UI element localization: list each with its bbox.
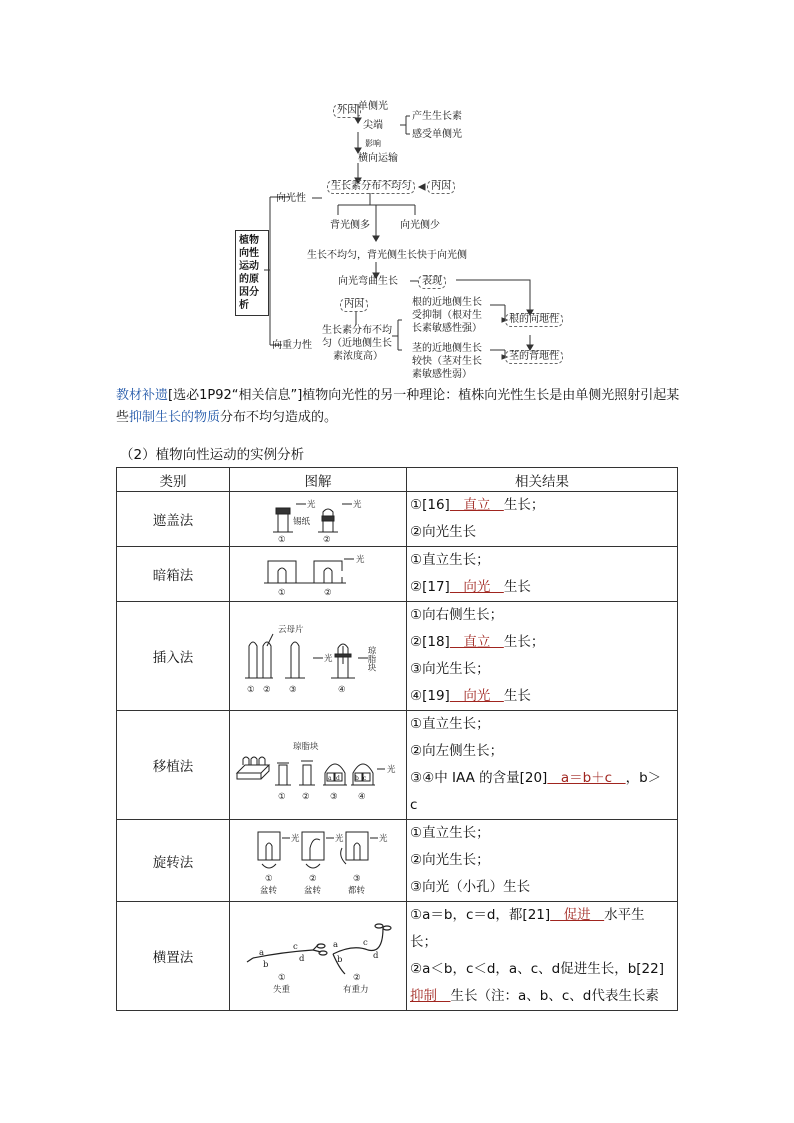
tropism-examples-table xyxy=(116,467,678,1011)
svg-text:d: d xyxy=(299,954,305,964)
svg-text:②: ② xyxy=(263,685,271,695)
svg-text:②: ② xyxy=(309,873,317,884)
svg-text:①: ① xyxy=(265,873,273,884)
uneven-growth-label: 生长不均匀，背光侧生长快于向光侧 xyxy=(307,250,467,261)
light-label: 光 xyxy=(356,555,365,565)
uneven-distribution-box: 生长素分布不均匀 xyxy=(327,180,415,194)
svg-text:光: 光 xyxy=(335,833,344,844)
svg-text:①: ① xyxy=(278,973,286,983)
root-near-line1: 根的近地侧生长 xyxy=(412,297,482,308)
stem-negative-box: 茎的背地性 xyxy=(505,350,563,364)
agar-label: 琼脂块 xyxy=(293,742,319,752)
table-row xyxy=(117,711,678,820)
svg-text:b: b xyxy=(263,960,269,970)
root-near-line2: 受抑制（根对生 xyxy=(412,310,482,321)
agar-label: 琼脂块 xyxy=(366,646,376,672)
gravity-uneven-line3: 素浓度高） xyxy=(333,351,383,362)
svg-text:盆转: 盆转 xyxy=(260,885,278,896)
svg-text:b: b xyxy=(337,955,343,965)
svg-text:③: ③ xyxy=(289,685,297,695)
table-row xyxy=(117,602,678,711)
transplant-method-diagram xyxy=(233,725,403,805)
result-line: ②向光生长 xyxy=(410,524,477,540)
sense-light-label: 感受单侧光 xyxy=(412,129,462,140)
answer-blank: 抑制 xyxy=(410,988,451,1004)
row-diagram xyxy=(230,602,407,711)
table-row xyxy=(117,820,678,902)
table-header-row xyxy=(117,468,678,492)
stem-near-line3: 素敏感性弱） xyxy=(412,369,472,380)
row-category: 移植法 xyxy=(117,711,230,820)
insertion-method-diagram xyxy=(233,616,403,696)
svg-text:盆转: 盆转 xyxy=(304,885,322,896)
influence-label: 影响 xyxy=(365,139,381,148)
bend-to-light-label: 向光弯曲生长 xyxy=(338,276,398,287)
result-line: ①[16] 直立 生长； xyxy=(410,497,545,513)
svg-text:③: ③ xyxy=(353,873,361,884)
mica-label: 云母片 xyxy=(278,625,304,635)
header-diagram: 图解 xyxy=(230,468,407,492)
horizontal-method-diagram xyxy=(233,914,403,998)
row-result: ①直立生长； ②向光生长； ③向光（小孔）生长 xyxy=(407,820,678,902)
gravity-uneven-line2: 匀（近地侧生长 xyxy=(322,338,392,349)
svg-text:a: a xyxy=(328,775,332,782)
svg-text:①: ① xyxy=(278,792,286,802)
row-category: 旋转法 xyxy=(117,820,230,902)
flowchart-connectors xyxy=(0,0,794,390)
svg-text:b: b xyxy=(355,775,359,782)
svg-text:a: a xyxy=(333,940,339,950)
answer-blank: 向光 xyxy=(449,688,504,704)
row-result: ①直立生长； ②向左侧生长； ③④中 IAA 的含量[20] a＝b＋c ，b＞ c xyxy=(407,711,678,820)
table-row xyxy=(117,492,678,547)
svg-text:④: ④ xyxy=(338,685,346,695)
row-diagram xyxy=(230,711,407,820)
note-highlight: 抑制生长的物质 xyxy=(129,410,221,425)
svg-text:c: c xyxy=(293,942,298,952)
light-label-1: 光 xyxy=(307,500,316,510)
stem-near-line2: 较快（茎对生长 xyxy=(412,356,482,367)
row-category: 插入法 xyxy=(117,602,230,711)
row-category: 横置法 xyxy=(117,902,230,1011)
row-diagram xyxy=(230,820,407,902)
row-result: ①向右侧生长； ②[18] 直立 生长； ③向光生长； ④[19] 向光 生长 xyxy=(407,602,678,711)
svg-text:c: c xyxy=(363,938,368,948)
svg-text:都转: 都转 xyxy=(348,885,366,896)
svg-text:失重: 失重 xyxy=(273,985,291,995)
phototropism-label: 向光性 xyxy=(276,193,306,204)
front-less-label: 向光侧少 xyxy=(400,220,440,231)
light-label: 光 xyxy=(387,765,396,775)
internal-cause-tag: 内因 xyxy=(427,180,455,194)
num-1: ① xyxy=(278,535,286,544)
back-more-label: 背光侧多 xyxy=(330,220,370,231)
row-result: ①直立生长； ②[17] 向光 生长 xyxy=(407,547,678,602)
answer-blank: 促进 xyxy=(550,907,605,923)
unilateral-light-label: 单侧光 xyxy=(358,101,388,112)
external-cause-tag: 外因 xyxy=(333,104,361,118)
foil-label: 锡纸 xyxy=(293,517,311,527)
manifestation-tag: 表现 xyxy=(418,275,446,289)
dark-box-diagram xyxy=(238,549,398,599)
produce-auxin-label: 产生生长素 xyxy=(412,111,462,122)
svg-text:光: 光 xyxy=(379,833,388,844)
root-geotropism-box: 根的向地性 xyxy=(505,313,563,327)
svg-text:②: ② xyxy=(353,973,361,983)
num-2: ② xyxy=(324,588,332,598)
row-diagram xyxy=(230,547,407,602)
internal-cause-tag-2: 内因 xyxy=(340,298,368,312)
num-2: ② xyxy=(323,535,331,544)
svg-text:光: 光 xyxy=(291,833,300,844)
table-row xyxy=(117,902,678,1011)
lateral-transport-label: 横向运输 xyxy=(358,153,398,164)
svg-text:④: ④ xyxy=(358,792,366,802)
root-near-line3: 长素敏感性强） xyxy=(412,323,482,334)
header-category: 类别 xyxy=(117,468,230,492)
answer-blank: 向光 xyxy=(449,579,504,595)
side-title-box: 植物向性运动的原因分析 xyxy=(235,230,269,316)
row-category: 暗箱法 xyxy=(117,547,230,602)
svg-text:c: c xyxy=(363,775,367,782)
row-result: ①a＝b，c＝d，都[21] 促进 水平生 长； ②a＜b，c＜d，a、c、d促进生长，b[22] 抑制 生长（注：a、b、c、d代表生长素 xyxy=(407,902,678,1011)
row-category: 遮盖法 xyxy=(117,492,230,547)
stem-near-line1: 茎的近地侧生长 xyxy=(412,343,482,354)
note-text-after: 分布不均匀造成的。 xyxy=(220,410,338,425)
light-label-2: 光 xyxy=(353,500,362,510)
answer-blank: 直立 xyxy=(449,497,504,513)
svg-text:d: d xyxy=(336,775,340,782)
svg-text:③: ③ xyxy=(330,792,338,802)
table-row xyxy=(117,547,678,602)
svg-text:①: ① xyxy=(247,685,255,695)
rotation-method-diagram xyxy=(238,824,398,898)
num-1: ① xyxy=(278,588,286,598)
svg-text:②: ② xyxy=(302,792,310,802)
svg-text:d: d xyxy=(373,951,379,961)
header-result: 相关结果 xyxy=(407,468,678,492)
answer-blank: 直立 xyxy=(449,634,504,650)
row-diagram xyxy=(230,902,407,1011)
gravitropism-label: 向重力性 xyxy=(272,340,312,351)
row-diagram xyxy=(230,492,407,547)
section-title: （2）植物向性运动的实例分析 xyxy=(120,447,305,463)
note-tag: 教材补遗 xyxy=(116,388,169,403)
svg-text:有重力: 有重力 xyxy=(343,985,369,995)
textbook-supplement-note xyxy=(116,385,686,429)
gravity-uneven-line1: 生长素分布不均 xyxy=(322,325,392,336)
covering-method-diagram xyxy=(238,494,398,544)
answer-blank: a＝b＋c xyxy=(547,770,626,786)
light-label: 光 xyxy=(324,654,333,664)
svg-text:a: a xyxy=(259,948,265,958)
note-text-before: [选必1P92“相关信息”]植物向光性的另一种理论：植株向光性生长是由单侧光照射引起某些 xyxy=(116,388,680,425)
row-result xyxy=(407,492,678,547)
tip-label: 尖端 xyxy=(363,120,383,131)
